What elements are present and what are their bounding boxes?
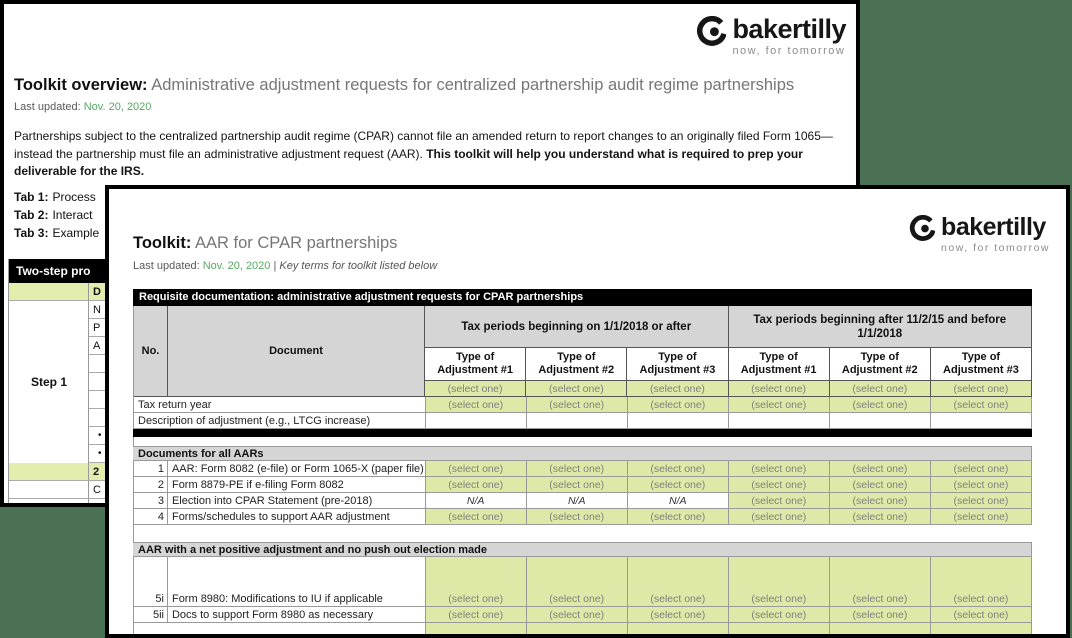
select-header-row <box>425 381 1032 397</box>
select-cell[interactable]: (select one) <box>729 477 830 493</box>
page-title <box>14 76 794 95</box>
select-cell[interactable]: (select one) <box>627 381 728 397</box>
select-cell[interactable]: (select one) <box>830 381 931 397</box>
select-cell[interactable]: (select one) <box>426 397 527 413</box>
bullet-row: • <box>89 427 427 445</box>
table-row <box>134 509 1032 525</box>
step2-fragment: 2 <box>89 463 427 481</box>
table-row <box>134 623 1032 634</box>
requisite-table-title: Requisite documentation: administrative adjustment requests for CPAR partnerships <box>133 289 1032 306</box>
last-updated-date: Nov. 20, 2020 <box>83 101 152 113</box>
step-column-header <box>9 283 89 301</box>
bakertilly-logo-icon <box>696 16 726 46</box>
separator: | <box>270 260 280 272</box>
page-title <box>133 234 397 253</box>
row-number-cell: 1 <box>134 461 168 477</box>
two-step-table-title: Two-step pro <box>9 259 427 283</box>
document-cell: Docs to support Form 8980 as necessary <box>168 607 426 623</box>
row-number-cell: 5i <box>134 557 168 607</box>
subcolumn-header-1: Type of Adjustment #1 <box>425 348 526 381</box>
column-header-fragment: D <box>89 283 427 301</box>
table-row <box>134 413 1032 429</box>
na-cell: N/A <box>426 493 527 509</box>
select-cell[interactable]: (select one) <box>527 509 628 525</box>
select-cell[interactable]: (select one) <box>830 493 931 509</box>
group-header-1: Tax periods beginning on 1/1/2018 or after <box>425 306 729 348</box>
row-fragment: P <box>89 319 427 337</box>
bakertilly-logo <box>909 215 1050 254</box>
select-cell[interactable] <box>426 623 527 634</box>
last-updated-label: Last updated: <box>14 101 84 113</box>
select-cell[interactable]: (select one) <box>426 557 527 607</box>
select-cell[interactable]: (select one) <box>628 397 729 413</box>
subcolumn-header-5: Type of Adjustment #2 <box>830 348 931 381</box>
step-column-cell <box>9 481 89 499</box>
last-updated-date: Nov. 20, 2020 <box>202 260 271 272</box>
select-cell[interactable]: (select one) <box>628 607 729 623</box>
page-title-rest: Administrative adjustment requests for centralized partnership audit regime partnerships <box>147 76 795 94</box>
select-cell[interactable]: (select one) <box>830 461 931 477</box>
toolkit-aar-window <box>105 185 1070 638</box>
select-cell[interactable]: (select one) <box>729 381 830 397</box>
select-cell[interactable]: (select one) <box>931 607 1032 623</box>
bakertilly-logo-icon <box>909 215 935 241</box>
section-header: Documents for all AARs <box>133 446 1032 461</box>
select-cell[interactable]: (select one) <box>426 477 527 493</box>
row-number-cell: 2 <box>134 477 168 493</box>
tab-line-1: Tab 1: Process <box>14 190 96 204</box>
requisite-table <box>133 289 1032 634</box>
section-header: AAR with a net positive adjustment and no push out election made <box>133 542 1032 557</box>
subcolumn-header-4: Type of Adjustment #1 <box>729 348 830 381</box>
table-row <box>134 607 1032 623</box>
table-row <box>134 477 1032 493</box>
select-cell[interactable]: (select one) <box>729 509 830 525</box>
subcolumn-header-6: Type of Adjustment #3 <box>931 348 1032 381</box>
select-cell[interactable] <box>729 623 830 634</box>
blank-cell <box>830 413 931 429</box>
row-label-cell <box>134 623 426 634</box>
select-cell[interactable]: (select one) <box>628 461 729 477</box>
row-label-cell: Tax return year <box>134 397 426 413</box>
select-cell[interactable]: (select one) <box>729 607 830 623</box>
select-cell[interactable]: (select one) <box>628 477 729 493</box>
table-row <box>134 493 1032 509</box>
tab-line-2: Tab 2: Interact <box>14 208 93 222</box>
spacer <box>134 437 1032 446</box>
blank-cell <box>426 413 527 429</box>
page-title-bold: Toolkit: <box>133 234 192 252</box>
blank-cell <box>729 413 830 429</box>
brand-name: bakertilly <box>941 213 1046 241</box>
select-cell[interactable] <box>527 623 628 634</box>
group-header-row <box>425 306 1032 348</box>
row-label-cell: Description of adjustment (e.g., LTCG increase) <box>134 413 426 429</box>
row-number-cell: 5ii <box>134 607 168 623</box>
select-cell[interactable]: (select one) <box>931 509 1032 525</box>
step-column-cell <box>9 463 89 481</box>
select-cell[interactable]: (select one) <box>830 607 931 623</box>
row-number-cell: 4 <box>134 509 168 525</box>
select-cell[interactable]: (select one) <box>830 557 931 607</box>
toolkit-aar-content <box>109 189 1066 634</box>
select-cell[interactable] <box>830 623 931 634</box>
step-column-cell <box>9 499 89 503</box>
last-updated-label: Last updated: <box>133 260 203 272</box>
requisite-table-body <box>134 397 1032 634</box>
select-cell[interactable] <box>931 623 1032 634</box>
bullet-row: • <box>89 445 427 463</box>
column-header-document: Document <box>168 306 425 397</box>
document-cell: AAR: Form 8082 (e-file) or Form 1065-X (paper file) <box>168 461 426 477</box>
select-cell[interactable]: (select one) <box>729 493 830 509</box>
select-cell[interactable]: (select one) <box>425 381 526 397</box>
select-cell[interactable]: (select one) <box>527 397 628 413</box>
row-fragment: A <box>89 337 427 355</box>
select-cell[interactable]: (select one) <box>931 477 1032 493</box>
subcolumn-header-row <box>425 348 1032 381</box>
select-cell[interactable]: (select one) <box>426 461 527 477</box>
group-header-2: Tax periods beginning after 11/2/15 and before 1/1/2018 <box>729 306 1033 348</box>
select-cell[interactable]: (select one) <box>628 557 729 607</box>
intro-paragraph-normal: Partnerships subject to the centralized partnership audit regime (CPAR) cannot file an amended return to report changes to an originally filed Form 1065—instead the partnership must file an administrative adjustment request (AAR). <box>14 129 833 161</box>
select-cell[interactable]: (select one) <box>931 397 1032 413</box>
spacer <box>134 525 1032 542</box>
intro-paragraph <box>14 128 854 181</box>
document-cell: Form 8879-PE if e-filing Form 8082 <box>168 477 426 493</box>
na-cell: N/A <box>628 493 729 509</box>
select-cell[interactable]: (select one) <box>426 607 527 623</box>
select-cell[interactable]: (select one) <box>729 461 830 477</box>
last-updated <box>133 260 437 272</box>
requisite-table-header <box>134 306 1032 397</box>
table-row <box>134 461 1032 477</box>
tab-line-3: Tab 3: Example <box>14 226 100 240</box>
select-cell[interactable]: (select one) <box>729 397 830 413</box>
blank-cell <box>628 413 729 429</box>
select-cell[interactable]: (select one) <box>527 557 628 607</box>
select-cell[interactable]: (select one) <box>526 381 627 397</box>
document-cell: Election into CPAR Statement (pre-2018) <box>168 493 426 509</box>
row-fragment: N <box>89 301 427 319</box>
select-cell[interactable]: (select one) <box>931 493 1032 509</box>
select-cell[interactable]: (select one) <box>426 509 527 525</box>
section-divider <box>133 429 1032 437</box>
blank-cell <box>931 413 1032 429</box>
document-cell: Form 8980: Modifications to IU if applicable <box>168 557 426 607</box>
select-cell[interactable] <box>628 623 729 634</box>
page-title-rest: AAR for CPAR partnerships <box>191 234 398 252</box>
step1-cell: Step 1 <box>30 375 67 389</box>
select-cell[interactable]: (select one) <box>931 557 1032 607</box>
bakertilly-logo <box>696 16 846 57</box>
select-cell[interactable]: (select one) <box>931 461 1032 477</box>
brand-name: bakertilly <box>732 14 846 44</box>
select-cell[interactable]: (select one) <box>628 509 729 525</box>
last-updated <box>14 101 151 113</box>
table-row <box>134 397 1032 413</box>
select-cell[interactable]: (select one) <box>830 397 931 413</box>
select-cell[interactable]: (select one) <box>527 477 628 493</box>
blank-cell <box>527 413 628 429</box>
select-cell[interactable]: (select one) <box>527 607 628 623</box>
period-header-block <box>425 306 1032 397</box>
select-cell[interactable]: (select one) <box>830 509 931 525</box>
intro-paragraph-bold: This toolkit will help you understand what is required to prep your deliverable for the IRS. <box>14 146 803 178</box>
select-cell[interactable]: (select one) <box>830 477 931 493</box>
table-row <box>134 557 1032 607</box>
select-cell[interactable]: (select one) <box>931 381 1032 397</box>
select-cell[interactable]: (select one) <box>729 557 830 607</box>
brand-tagline: now, for tomorrow <box>941 242 1050 254</box>
subcolumn-header-2: Type of Adjustment #2 <box>526 348 627 381</box>
select-cell[interactable]: (select one) <box>527 461 628 477</box>
page-title-bold: Toolkit overview: <box>14 76 148 94</box>
subcolumn-header-3: Type of Adjustment #3 <box>627 348 728 381</box>
na-cell: N/A <box>527 493 628 509</box>
row-fragment: C <box>89 481 427 499</box>
row-number-cell: 3 <box>134 493 168 509</box>
brand-tagline: now, for tomorrow <box>732 45 846 57</box>
document-cell: Forms/schedules to support AAR adjustment <box>168 509 426 525</box>
key-terms-note: Key terms for toolkit listed below <box>279 260 438 272</box>
tab-descriptions <box>14 188 99 242</box>
column-header-no: No. <box>134 306 168 397</box>
